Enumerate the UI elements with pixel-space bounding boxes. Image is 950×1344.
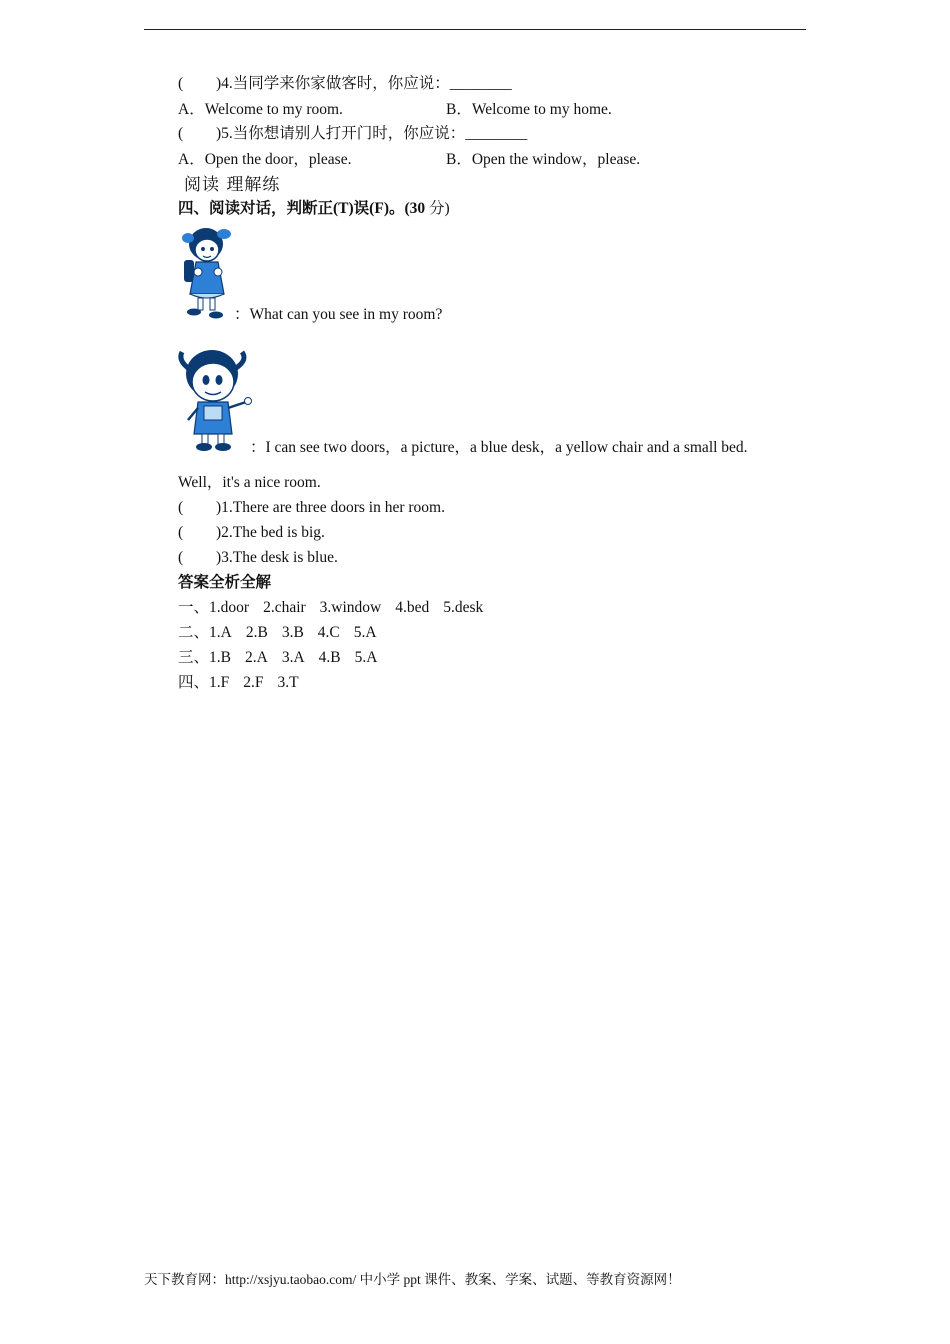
answer-blank-s2[interactable]: ( [178,524,184,541]
dialogue-line-2: ：I can see two doors，a picture，a blue desk，a yellow chair and a small bed. [250,439,748,456]
answer-blank-s3[interactable]: ( [178,549,184,566]
statement-1: ( )1.There are three doors in her room. [178,499,445,516]
girl-with-backpack-illustration [176,222,236,320]
answer-blank-s1[interactable]: ( [178,499,184,516]
header-rule [144,29,806,30]
page-footer: 天下教育网：http://xsjyu.taobao.com/ 中小学 ppt 课件、教案、学案、试题、等教育资源网！ [144,1272,681,1287]
answers-title: 答案全析全解 [178,574,272,591]
answers-row-3: 三、1.B 2.A 3.A 4.B 5.A [178,649,378,666]
answers-row-2: 二、1.A 2.B 3.B 4.C 5.A [178,624,377,641]
dialogue-continuation: Well，it's a nice room. [178,474,321,491]
question-4-option-a: A．Welcome to my room. [178,101,343,118]
statement-2: ( )2.The bed is big. [178,524,325,541]
answer-blank-5[interactable]: ( [178,125,184,142]
girl-with-pigtails-illustration [176,346,256,454]
question-5-option-b: B．Open the window，please. [446,151,641,168]
statement-3: ( )3.The desk is blue. [178,549,338,566]
question-5: ( )5.当你想请别人打开门时，你应说：________ [178,125,528,142]
question-5-option-a: A．Open the door，please. [178,151,352,168]
dialogue-line-1: ：What can you see in my room? [234,306,443,323]
question-4-option-b: B．Welcome to my home. [446,101,612,118]
answers-row-1: 一、1.door 2.chair 3.window 4.bed 5.desk [178,599,484,616]
answers-row-4: 四、1.F 2.F 3.T [178,674,299,691]
section-4-title: 四、阅读对话，判断正(T)误(F)。(30 分) [178,200,450,217]
section-heading: 阅读 理解练 [184,175,281,195]
answer-blank-4[interactable]: ( [178,75,184,92]
question-4: ( )4.当同学来你家做客时，你应说：________ [178,75,512,92]
